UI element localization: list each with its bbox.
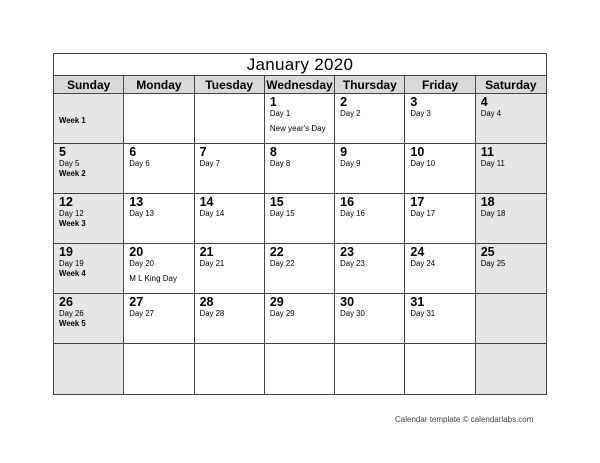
day-of-year-label: Day 2 — [340, 109, 361, 118]
day-cell[interactable] — [195, 344, 265, 394]
day-cell[interactable] — [476, 344, 546, 394]
day-cell[interactable] — [54, 144, 124, 193]
day-of-year-label: Day 24 — [410, 259, 436, 268]
day-cell[interactable] — [476, 294, 546, 343]
day-of-year-label: Day 15 — [269, 209, 295, 218]
day-cell[interactable] — [335, 294, 405, 343]
day-number: 29 — [269, 295, 284, 309]
day-of-year-label: Day 14 — [199, 209, 225, 218]
day-number: 15 — [269, 195, 284, 209]
week-row — [54, 244, 546, 294]
day-number: 12 — [59, 195, 73, 209]
day-cell[interactable] — [195, 94, 265, 143]
day-number: 4 — [480, 95, 488, 109]
week-number-label: Week 5 — [59, 319, 86, 328]
week-row — [54, 144, 546, 194]
day-cell[interactable] — [124, 144, 194, 193]
day-number: 11 — [480, 145, 494, 159]
day-cell[interactable] — [124, 194, 194, 243]
day-number: 22 — [269, 245, 284, 259]
day-number: 24 — [410, 245, 425, 259]
day-number: 17 — [410, 195, 425, 209]
day-cell[interactable] — [265, 294, 335, 343]
day-of-year-label: Day 22 — [269, 259, 295, 268]
weekday-monday: Monday — [124, 76, 194, 93]
day-of-year-label: Day 28 — [199, 309, 225, 318]
week-number-label: Week 1 — [59, 116, 86, 125]
day-cell[interactable] — [265, 344, 335, 394]
day-of-year-label: Day 18 — [480, 209, 506, 218]
day-cell[interactable] — [54, 194, 124, 243]
holiday-label: New year's Day — [269, 124, 326, 133]
day-of-year-label: Day 6 — [129, 159, 150, 168]
day-of-year-label: Day 20 — [129, 259, 154, 268]
day-number: 7 — [199, 145, 207, 159]
day-number: 1 — [269, 95, 277, 109]
day-cell[interactable] — [195, 294, 265, 343]
day-cell[interactable] — [405, 244, 475, 293]
day-number: 14 — [199, 195, 214, 209]
day-of-year-label: Day 27 — [129, 309, 154, 318]
day-number: 16 — [340, 195, 355, 209]
day-number: 10 — [410, 145, 425, 159]
day-of-year-label: Day 4 — [480, 109, 502, 118]
day-cell[interactable] — [54, 344, 124, 394]
day-of-year-label: Day 7 — [199, 159, 220, 168]
day-cell[interactable] — [335, 244, 405, 293]
calendar-title: January 2020 — [54, 54, 546, 76]
footer-credit: Calendar template © calendarlabs.com — [395, 415, 534, 424]
day-number: 8 — [269, 145, 277, 159]
day-of-year-label: Day 23 — [340, 259, 365, 268]
day-of-year-label: Day 8 — [269, 159, 291, 168]
day-cell[interactable] — [54, 244, 124, 293]
day-of-year-label: Day 10 — [410, 159, 436, 168]
day-of-year-label: Day 3 — [410, 109, 431, 118]
day-of-year-label: Day 9 — [340, 159, 361, 168]
day-cell[interactable] — [405, 344, 475, 394]
week-number-label: Week 2 — [59, 169, 86, 178]
day-number: 20 — [129, 245, 144, 259]
day-cell[interactable] — [405, 194, 475, 243]
calendar — [53, 53, 547, 395]
day-of-year-label: Day 30 — [340, 309, 365, 318]
day-of-year-label: Day 19 — [59, 259, 84, 268]
day-cell[interactable] — [476, 194, 546, 243]
day-cell[interactable] — [54, 294, 124, 343]
day-cell[interactable] — [124, 94, 194, 143]
calendar-grid — [54, 94, 546, 394]
day-number: 21 — [199, 245, 214, 259]
day-number: 27 — [129, 295, 144, 309]
day-of-year-label: Day 29 — [269, 309, 295, 318]
weekday-header-row — [54, 76, 546, 94]
day-cell[interactable] — [476, 94, 546, 143]
day-number: 6 — [129, 145, 137, 159]
day-cell[interactable] — [335, 194, 405, 243]
week-row — [54, 344, 546, 394]
day-cell[interactable] — [195, 144, 265, 193]
week-row — [54, 294, 546, 344]
day-number: 25 — [480, 245, 495, 259]
day-cell[interactable] — [195, 244, 265, 293]
day-cell[interactable] — [476, 144, 546, 193]
weekday-tuesday: Tuesday — [195, 76, 265, 93]
day-number: 5 — [59, 145, 66, 159]
weekday-saturday: Saturday — [485, 78, 537, 92]
day-number: 18 — [480, 195, 495, 209]
day-of-year-label: Day 1 — [269, 109, 291, 118]
day-of-year-label: Day 17 — [410, 209, 436, 218]
day-of-year-label: Day 16 — [340, 209, 365, 218]
day-of-year-label: Day 21 — [199, 259, 225, 268]
day-number: 3 — [410, 95, 418, 109]
day-number: 23 — [340, 245, 355, 259]
day-number: 2 — [340, 95, 348, 109]
weekday-wednesday: Wednesday — [265, 76, 335, 93]
week-number-label: Week 3 — [59, 219, 86, 228]
day-of-year-label: Day 25 — [480, 259, 506, 268]
day-cell[interactable] — [195, 194, 265, 243]
day-of-year-label: Day 13 — [129, 209, 154, 218]
day-cell[interactable] — [265, 194, 335, 243]
day-cell[interactable] — [335, 344, 405, 394]
day-cell[interactable] — [335, 144, 405, 193]
week-row — [54, 94, 546, 144]
day-cell[interactable] — [335, 94, 405, 143]
day-of-year-label: Day 26 — [59, 309, 84, 318]
weekday-sunday: Sunday — [54, 76, 124, 93]
weekday-friday: Friday — [405, 76, 475, 93]
day-cell[interactable] — [54, 94, 124, 143]
day-number: 28 — [199, 295, 214, 309]
weekday-thursday: Thursday — [335, 76, 405, 93]
day-of-year-label: Day 5 — [59, 159, 80, 168]
day-number: 30 — [340, 295, 355, 309]
day-number: 9 — [340, 145, 348, 159]
day-cell[interactable] — [265, 244, 335, 293]
day-number: 13 — [129, 195, 144, 209]
day-cell[interactable] — [265, 144, 335, 193]
week-number-label: Week 4 — [59, 269, 86, 278]
day-cell[interactable] — [124, 244, 194, 293]
day-cell[interactable] — [265, 94, 335, 143]
day-cell[interactable] — [124, 294, 194, 343]
day-of-year-label: Day 12 — [59, 209, 84, 218]
day-cell[interactable] — [405, 294, 475, 343]
day-of-year-label: Day 31 — [410, 309, 436, 318]
day-cell[interactable] — [405, 94, 475, 143]
holiday-label: M L King Day — [129, 274, 178, 283]
day-number: 31 — [410, 295, 425, 309]
day-number: 26 — [59, 295, 73, 309]
day-number: 19 — [59, 245, 73, 259]
week-row — [54, 194, 546, 244]
day-cell[interactable] — [124, 344, 194, 394]
day-cell[interactable] — [476, 244, 546, 293]
day-cell[interactable] — [405, 144, 475, 193]
day-of-year-label: Day 11 — [480, 159, 505, 168]
